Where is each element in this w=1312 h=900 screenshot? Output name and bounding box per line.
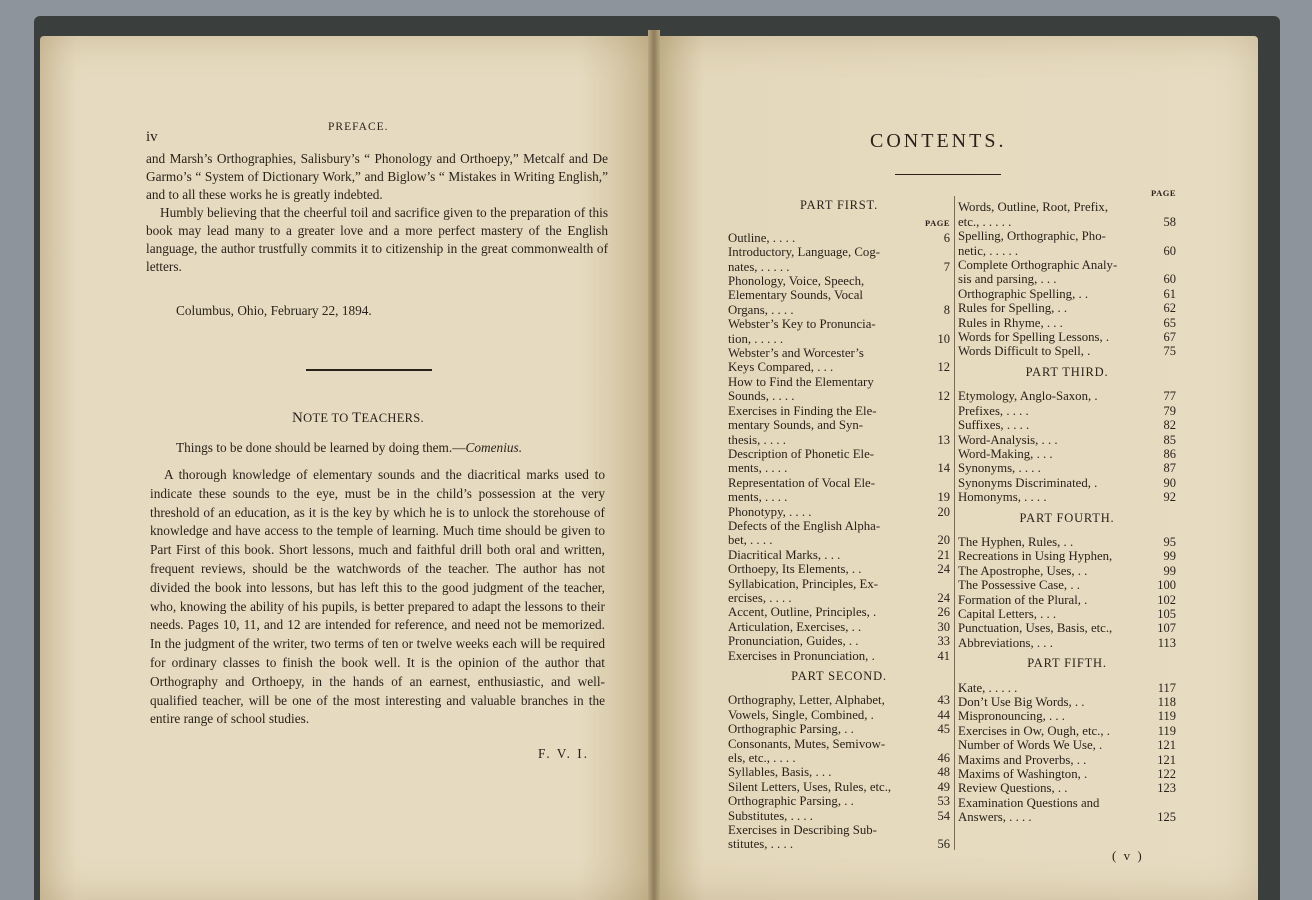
toc-entry-title: Capital Letters, . . .: [958, 606, 1057, 621]
toc-entry[interactable]: [958, 681, 1176, 695]
toc-entry[interactable]: [728, 375, 950, 404]
toc-entry-title: Description of Phonetic Ele- ments, . . . .: [728, 446, 875, 476]
note-title-initial: T: [352, 410, 362, 426]
toc-entry[interactable]: [728, 231, 950, 245]
toc-entry-title: Rules in Rhyme, . . .: [958, 315, 1063, 330]
toc-entry[interactable]: [958, 767, 1176, 781]
note-title-initial: N: [292, 410, 304, 426]
note-paragraph: A thorough knowledge of elementary sounds and the diacritical marks used to indicate these sounds to the eye, must be in the child’s possession at the very threshold of an education, as it is the key by which he is to unlock the storehouse of knowledge and have access to the temple of learning. Much time should be given to Part First of this book. Short lessons, much and faithful drill both oral and written, frequent reviews, should be the watchwords of the teacher. The author has not divided the book into lessons, but has left this to the good judgment of the teacher, who, knowing the ability of his pupils, is better prepared to adapt the lessons to their needs. Pages 10, 11, and 12 are intended for reference, and need not be memorized. In the judgment of the writer, two terms of ten or twelve weeks each will be required for ordinary classes to finish the book well. It is the opinion of the author that Orthography and Orthoepy, in the hands of an earnest, enthusiastic, and well-qualified teacher, will be one of the most interesting and valuable branches in the entire range of school studies.: [150, 467, 605, 727]
toc-entry-title: The Hyphen, Rules, . .: [958, 534, 1074, 549]
toc-entry-page: 20: [937, 504, 950, 519]
divider-rule: [306, 369, 432, 371]
toc-entry-title: Complete Orthographic Analy- sis and parsing, . . .: [958, 258, 1118, 287]
toc-entry-page: 60: [1163, 243, 1176, 258]
toc-entry[interactable]: [958, 404, 1176, 418]
toc-entry-title: Accent, Outline, Principles, .: [728, 605, 877, 620]
toc-entry-title: Diacritical Marks, . . .: [728, 547, 841, 562]
toc-entry-title: Defects of the English Alpha- bet, . . . .: [728, 518, 881, 548]
toc-entry-title: Introductory, Language, Cog- nates, . . . . .: [728, 245, 880, 274]
toc-entry-title: Syllables, Basis, . . .: [728, 765, 832, 780]
toc-entry[interactable]: [728, 794, 950, 808]
toc-entry-page: 46: [937, 751, 950, 766]
toc-entry-title: Suffixes, . . . .: [958, 418, 1030, 433]
toc-entry[interactable]: [958, 564, 1176, 578]
toc-entry-title: Articulation, Exercises, . .: [728, 619, 862, 634]
toc-entry-page: 30: [937, 619, 950, 634]
toc-entry-page: 48: [937, 765, 950, 780]
preface-header: [146, 118, 608, 145]
toc-entry[interactable]: [958, 709, 1176, 723]
toc-entry-title: Don’t Use Big Words, . .: [958, 695, 1085, 709]
toc-entry[interactable]: [958, 433, 1176, 447]
note-epigraph: [176, 440, 522, 456]
preface-paragraph: Humbly believing that the cheerful toil and sacrifice given to the preparation of this book may lead many to a greater love and a more perfect mastery of the English language, the author trustfully commits it to citizenship in the great commonwealth of letters.: [146, 205, 608, 274]
toc-entry[interactable]: [728, 823, 950, 852]
toc-entry[interactable]: [728, 722, 950, 736]
toc-entry-title: Maxims and Proverbs, . .: [958, 752, 1087, 767]
toc-entry-title: Review Questions, . .: [958, 781, 1068, 796]
note-title: [292, 410, 424, 427]
toc-column-left: [728, 192, 950, 852]
toc-entry[interactable]: [958, 229, 1176, 258]
toc-entry-page: 82: [1163, 418, 1176, 433]
toc-entry-title: Words for Spelling Lessons, .: [958, 330, 1110, 345]
toc-entry[interactable]: [958, 607, 1176, 621]
toc-entry-page: 6: [943, 230, 950, 245]
toc-entry-page: 75: [1163, 344, 1176, 359]
toc-entry-page: 49: [937, 779, 950, 794]
divider-rule: [895, 174, 1001, 175]
toc-entry[interactable]: [728, 548, 950, 562]
toc-entry-page: 123: [1157, 781, 1176, 796]
toc-entry-title: Formation of the Plural, .: [958, 592, 1088, 607]
toc-entry-page: 79: [1163, 403, 1176, 418]
toc-entry-title: Number of Words We Use, .: [958, 738, 1103, 753]
toc-entry-page: 12: [937, 389, 950, 404]
toc-entry[interactable]: [728, 274, 950, 317]
toc-entry-title: Orthography, Letter, Alphabet,: [728, 693, 885, 708]
toc-entry-page: 7: [943, 259, 950, 274]
toc-entry[interactable]: [728, 620, 950, 634]
column-divider: [954, 196, 955, 850]
toc-entry[interactable]: [958, 636, 1176, 650]
toc-entry-title: Consonants, Mutes, Semivow- els, etc., . . . .: [728, 736, 886, 766]
toc-entry-title: Exercises in Ow, Ough, etc., .: [958, 723, 1110, 738]
preface-signoff: Columbus, Ohio, February 22, 1894.: [176, 303, 372, 318]
toc-column-right: [958, 188, 1176, 825]
toc-entry[interactable]: [958, 753, 1176, 767]
toc-entry-title: Phonology, Voice, Speech, Elementary Sounds, Vocal Organs, . . . .: [728, 274, 865, 317]
toc-entry-page: 21: [937, 547, 950, 562]
toc-entry-title: Syllabication, Principles, Ex- ercises, . . . .: [728, 576, 878, 605]
toc-entry[interactable]: [958, 549, 1176, 563]
toc-entry-page: 13: [937, 432, 950, 447]
toc-entry-page: 60: [1163, 272, 1176, 287]
preface-body: [146, 150, 608, 276]
toc-entry-title: Representation of Vocal Ele- ments, . . . .: [728, 475, 876, 505]
toc-entry[interactable]: [728, 519, 950, 548]
toc-entry[interactable]: [728, 346, 950, 375]
part-heading: PART FIRST.: [800, 198, 878, 212]
toc-entry-page: 119: [1157, 709, 1176, 724]
toc-entry-page: 58: [1163, 214, 1176, 229]
toc-entry-title: Recreations in Using Hyphen,: [958, 549, 1113, 564]
toc-entry-title: Pronunciation, Guides, . .: [728, 634, 859, 649]
toc-entry[interactable]: [958, 796, 1176, 825]
toc-entry-title: Abbreviations, . . .: [958, 635, 1053, 650]
toc-entry[interactable]: [958, 316, 1176, 330]
toc-entry-title: Orthoepy, Its Elements, . .: [728, 562, 862, 577]
toc-entry-page: 61: [1163, 286, 1176, 301]
note-body: [150, 466, 605, 729]
toc-entry[interactable]: [958, 476, 1176, 490]
toc-entry-title: Rules for Spelling, . .: [958, 301, 1068, 316]
toc-entry[interactable]: [728, 245, 950, 274]
toc-entry-page: 117: [1157, 680, 1176, 695]
toc-entry-page: 90: [1163, 475, 1176, 490]
toc-entry-title: Vowels, Single, Combined, .: [728, 707, 874, 722]
toc-entry[interactable]: [958, 461, 1176, 475]
part-heading: PART FIFTH.: [1027, 656, 1107, 671]
toc-entry-page: 8: [943, 302, 950, 317]
toc-entry[interactable]: [958, 724, 1176, 738]
toc-entry-title: Word-Analysis, . . .: [958, 432, 1058, 447]
toc-entry-page: 121: [1157, 752, 1176, 767]
toc-entry-page: 24: [937, 590, 950, 605]
toc-entry-title: Exercises in Finding the Ele- mentary Sounds, and Syn- thesis, . . . .: [728, 403, 877, 447]
note-title-part: OTE TO: [303, 411, 352, 425]
toc-entry-title: Phonotypy, . . . .: [728, 504, 812, 519]
toc-entry[interactable]: [728, 562, 950, 576]
toc-entry-title: Mispronouncing, . . .: [958, 709, 1065, 724]
toc-entry-page: 26: [937, 605, 950, 620]
toc-entry[interactable]: [958, 389, 1176, 403]
part-heading: PART SECOND.: [791, 669, 887, 683]
toc-entry-title: Homonyms, . . . .: [958, 490, 1047, 505]
toc-entry-page: 102: [1157, 592, 1176, 607]
toc-entry-page: 62: [1163, 301, 1176, 316]
toc-entry-page: 95: [1163, 534, 1176, 549]
toc-entry-title: Substitutes, . . . .: [728, 808, 813, 823]
toc-entry-title: How to Find the Elementary Sounds, . . . .: [728, 374, 874, 404]
toc-entry-page: 54: [937, 808, 950, 823]
toc-entry[interactable]: [958, 738, 1176, 752]
toc-entry-title: Maxims of Washington, .: [958, 767, 1088, 782]
part-heading: PART FOURTH.: [1019, 510, 1115, 525]
part-heading: PART THIRD.: [1025, 364, 1109, 379]
page-number: iv: [146, 129, 158, 145]
toc-entry-page: 65: [1163, 315, 1176, 330]
toc-entry-page: 125: [1157, 810, 1176, 825]
toc-entry-page: 12: [937, 360, 950, 375]
toc-entry[interactable]: [958, 578, 1176, 592]
toc-entry-title: Etymology, Anglo-Saxon, .: [958, 389, 1098, 404]
toc-entry-page: 86: [1163, 446, 1176, 461]
note-initials: F. V. I.: [538, 746, 590, 761]
toc-entry[interactable]: [958, 781, 1176, 795]
toc-entry-title: Silent Letters, Uses, Rules, etc.,: [728, 779, 892, 794]
toc-entry[interactable]: [958, 490, 1176, 504]
toc-entry-title: Punctuation, Uses, Basis, etc.,: [958, 621, 1113, 636]
toc-entry[interactable]: [728, 317, 950, 346]
epigraph-text: Things to be done should be learned by doing them.—: [176, 440, 466, 455]
toc-entry-title: Synonyms, . . . .: [958, 461, 1041, 476]
toc-entry[interactable]: [958, 447, 1176, 461]
toc-entry[interactable]: [958, 593, 1176, 607]
toc-entry[interactable]: [728, 447, 950, 476]
toc-entry-title: Outline, . . . .: [728, 230, 796, 245]
toc-entry-title: Word-Making, . . .: [958, 446, 1053, 461]
toc-entry-page: 45: [937, 722, 950, 737]
toc-entry-title: Words Difficult to Spell, .: [958, 344, 1091, 359]
toc-entry-title: Prefixes, . . . .: [958, 403, 1029, 418]
toc-entry-page: 19: [937, 490, 950, 505]
toc-entry-page: 41: [937, 648, 950, 663]
toc-entry[interactable]: [728, 505, 950, 519]
toc-entry-page: 119: [1157, 723, 1176, 738]
toc-entry[interactable]: [728, 649, 950, 663]
toc-entry-page: 85: [1163, 432, 1176, 447]
page-column-label: PAGE: [1151, 188, 1176, 198]
toc-entry-title: Kate, . . . . .: [958, 680, 1018, 695]
toc-entry[interactable]: [728, 577, 950, 606]
toc-entry-title: Spelling, Orthographic, Pho- netic, . . . . .: [958, 229, 1106, 258]
toc-entry-page: 20: [937, 533, 950, 548]
toc-entry[interactable]: [958, 621, 1176, 635]
toc-entry-title: Words, Outline, Root, Prefix, etc., . . . . .: [958, 200, 1109, 229]
epigraph-source: Comenius.: [465, 440, 523, 455]
toc-entry[interactable]: [958, 344, 1176, 358]
folio: ( v ): [1112, 848, 1144, 863]
toc-entry-title: Webster’s Key to Pronuncia- tion, . . . . .: [728, 317, 876, 346]
toc-entry[interactable]: [958, 287, 1176, 301]
toc-entry[interactable]: [728, 780, 950, 794]
toc-entry-page: 44: [937, 707, 950, 722]
toc-entry-page: 33: [937, 634, 950, 649]
toc-entry-title: Orthographic Parsing, . .: [728, 794, 854, 809]
toc-entry[interactable]: [958, 200, 1176, 229]
toc-entry[interactable]: [728, 737, 950, 766]
toc-entry[interactable]: [728, 605, 950, 619]
toc-entry-title: Webster’s and Worcester’s Keys Compared, . . .: [728, 346, 864, 375]
toc-entry[interactable]: [958, 418, 1176, 432]
toc-entry-page: 121: [1157, 738, 1176, 753]
toc-entry-page: 87: [1163, 461, 1176, 476]
toc-entry-page: 56: [937, 837, 950, 852]
toc-entry-page: 24: [937, 562, 950, 577]
toc-entry-page: 113: [1157, 635, 1176, 650]
toc-entry-title: The Apostrophe, Uses, . .: [958, 563, 1088, 578]
toc-entry[interactable]: [958, 695, 1176, 709]
toc-entry[interactable]: [958, 535, 1176, 549]
toc-entry-title: Examination Questions and Answers, . . . .: [958, 795, 1100, 825]
toc-entry-page: 105: [1157, 606, 1176, 621]
toc-entry-page: 100: [1157, 578, 1176, 593]
book-gutter: [648, 30, 660, 900]
toc-entry-title: Orthographic Parsing, . .: [728, 722, 854, 737]
toc-entry-page: 10: [937, 331, 950, 346]
toc-entry-page: 107: [1157, 621, 1176, 636]
toc-entry-page: 53: [937, 794, 950, 809]
toc-entry-title: Orthographic Spelling, . .: [958, 286, 1089, 301]
toc-entry-page: 77: [1163, 389, 1176, 404]
toc-entry-page: 122: [1157, 767, 1176, 782]
toc-entry-page: 99: [1163, 549, 1176, 564]
toc-entry-title: Exercises in Pronunciation, .: [728, 648, 875, 663]
toc-entry[interactable]: [728, 809, 950, 823]
toc-entry[interactable]: [958, 258, 1176, 287]
page-column-label: PAGE: [925, 218, 950, 229]
toc-entry-page: 99: [1163, 563, 1176, 578]
toc-entry[interactable]: [958, 301, 1176, 315]
toc-entry-title: The Possessive Case, . .: [958, 578, 1080, 593]
toc-entry-page: 67: [1163, 330, 1176, 345]
toc-entry-page: 118: [1157, 695, 1176, 709]
toc-entry[interactable]: [728, 708, 950, 722]
toc-entry[interactable]: [728, 404, 950, 447]
toc-entry-page: 92: [1163, 490, 1176, 505]
toc-entry[interactable]: [728, 634, 950, 648]
toc-entry-title: Exercises in Describing Sub- stitutes, . . . .: [728, 823, 877, 852]
toc-entry-title: Synonyms Discriminated, .: [958, 475, 1098, 490]
contents-title: CONTENTS.: [870, 130, 1007, 152]
toc-entry[interactable]: [728, 476, 950, 505]
preface-paragraph: and Marsh’s Orthographies, Salisbury’s “ Phonology and Orthoepy,” Metcalf and De Garmo’s “ System of Dictionary Work,” and Biglow’s “ Mistakes in Writing English,” and to all these works he is greatly indebted.: [146, 151, 608, 202]
running-head: PREFACE.: [328, 121, 389, 133]
toc-entry-page: 14: [937, 461, 950, 476]
toc-entry[interactable]: [728, 765, 950, 779]
toc-entry-page: 43: [937, 693, 950, 708]
note-title-part: EACHERS.: [361, 411, 424, 425]
toc-entry[interactable]: [958, 330, 1176, 344]
toc-entry[interactable]: [728, 693, 950, 707]
